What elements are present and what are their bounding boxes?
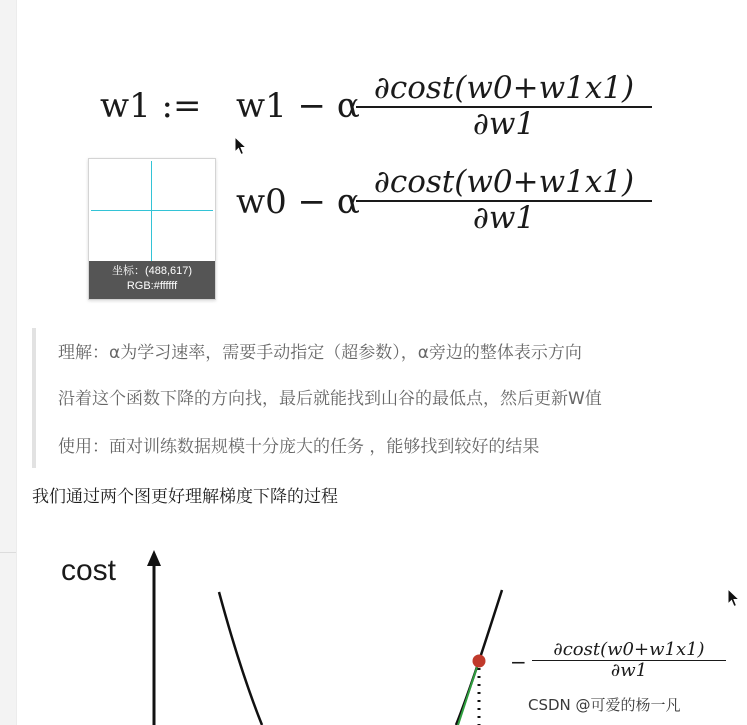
graph-formula-numerator: ∂cost(w0+w1x1) [532, 640, 726, 661]
color-picker-rgb: RGB:#ffffff [126, 280, 178, 292]
graph-formula-denominator: ∂w1 [610, 660, 648, 681]
formula-w1-lhs: w1 := [100, 86, 202, 126]
y-axis-arrowhead [147, 550, 161, 566]
note-line-3: 使用：面对训练数据规模十分庞大的任务 ，能够找到较好的结果 [58, 437, 540, 457]
formula-w1-prefix: w1 − α [236, 86, 360, 126]
graph-formula-sign: − [510, 650, 527, 674]
formula-w1-denominator: ∂w1 [472, 106, 536, 142]
note-blockquote [32, 328, 716, 468]
current-point [473, 655, 486, 668]
formula-w0-numerator: ∂cost(w0+w1x1) [356, 166, 652, 202]
crosshair-vertical [151, 161, 152, 261]
y-axis-label: cost [61, 554, 117, 587]
formula-w0-denominator: ∂w1 [472, 200, 536, 236]
formula-w0-prefix: w0 − α [236, 182, 360, 222]
note-line-2: 沿着这个函数下降的方向找，最后就能找到山谷的最低点，然后更新W值 [58, 389, 602, 409]
crosshair-horizontal [91, 210, 213, 211]
color-picker-magnifier [88, 158, 216, 300]
cost-curve-left [219, 592, 262, 725]
formula-w1-numerator: ∂cost(w0+w1x1) [356, 72, 652, 108]
formula-w0-fraction [356, 166, 652, 234]
note-line-1: 理解：α为学习速率，需要手动指定（超参数），α旁边的整体表示方向 [58, 343, 582, 363]
tangent-line [458, 661, 479, 725]
intro-paragraph: 我们通过两个图更好理解梯度下降的过程 [32, 487, 338, 507]
color-picker-info [89, 261, 215, 299]
csdn-watermark: CSDN @可爱的杨一凡 [528, 696, 681, 714]
color-picker-coords: 坐标：(488,617) [111, 265, 193, 277]
graph-formula-fraction [532, 640, 726, 680]
formula-w1-fraction [356, 72, 652, 140]
